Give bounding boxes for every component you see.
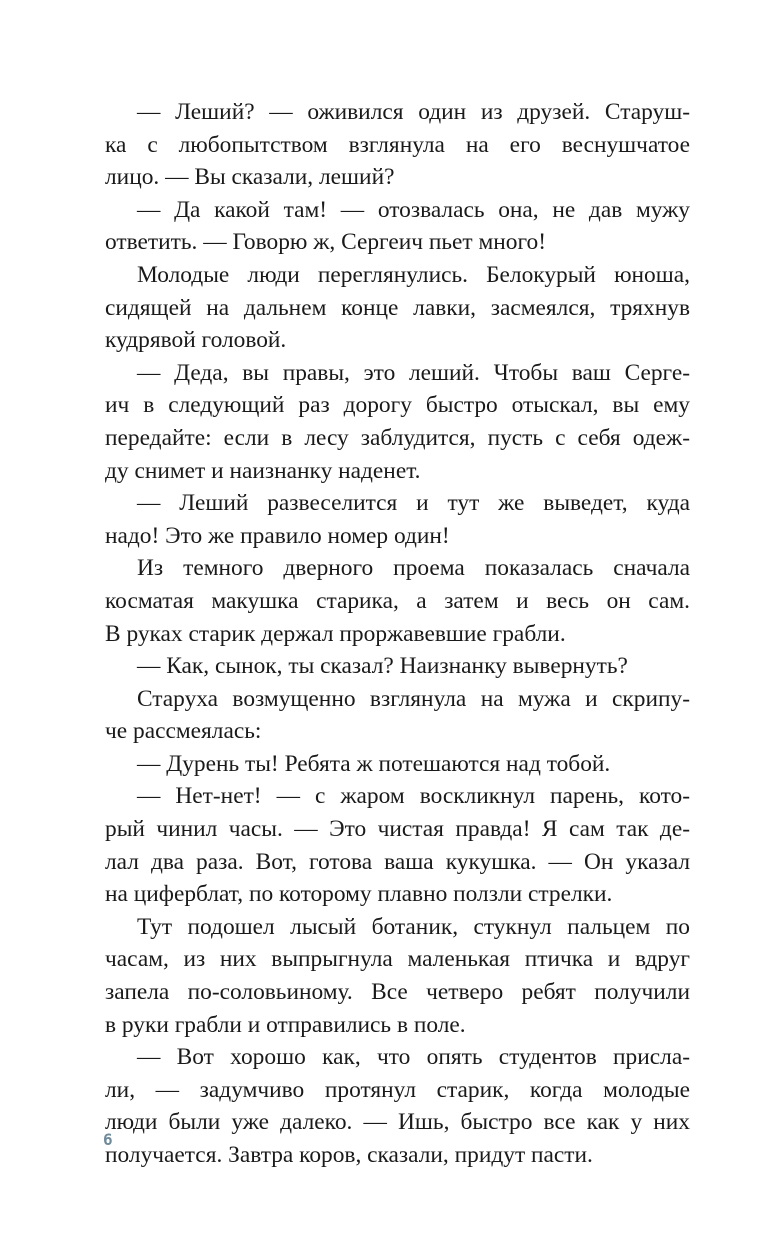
- text-line: В руках старик держал проржавевшие грабли.: [105, 620, 566, 647]
- text-line: ка с любопытством взглянула на его веснушчатое: [105, 131, 690, 158]
- text-line: — Вот хорошо как, что опять студентов присла-: [137, 1044, 690, 1071]
- text-line: получается. Завтра коров, сказали, придут пасти.: [105, 1142, 593, 1168]
- text-line: ич в следующий раз дорогу быстро отыскал, вы ему: [105, 392, 690, 419]
- text-line: ду снимет и наизнанку наденет.: [105, 457, 421, 484]
- text-line: в руки грабли и отправились в поле.: [105, 1011, 466, 1038]
- text-line: ответить. — Говорю ж, Сергеич пьет много!: [105, 229, 546, 256]
- text-line: Молодые люди переглянулись. Белокурый юноша,: [137, 261, 690, 288]
- text-line: — Нет-нет! — с жаром воскликнул парень, кото-: [137, 783, 690, 810]
- paragraph: [105, 487, 690, 552]
- text-line: Тут подошел лысый ботаник, стукнул пальцем по: [137, 913, 690, 940]
- text-line: надо! Это же правило номер один!: [105, 522, 450, 549]
- text-line: — Как, сынок, ты сказал? Наизнанку вывернуть?: [137, 653, 628, 680]
- paragraph: [105, 650, 690, 683]
- paragraph: [105, 194, 690, 259]
- paragraph: [105, 96, 690, 194]
- body-text: [105, 96, 690, 1172]
- text-line: косматая макушка старика, а затем и весь он сам.: [105, 587, 690, 614]
- page-number: 6: [103, 1130, 113, 1149]
- paragraph: [105, 357, 690, 487]
- text-line: люди были уже далеко. — Ишь, быстро все как у них: [105, 1109, 690, 1136]
- text-line: — Да какой там! — отозвалась она, не дав мужу: [137, 196, 690, 223]
- text-line: часам, из них выпрыгнула маленькая птичка и вдруг: [105, 946, 690, 973]
- paragraph: [105, 552, 690, 650]
- text-line: — Дурень ты! Ребята ж потешаются над тобой.: [137, 750, 611, 777]
- text-line: кудрявой головой.: [105, 327, 287, 354]
- text-line: — Деда, вы правы, это леший. Чтобы ваш Серге-: [137, 359, 690, 386]
- paragraph: [105, 911, 690, 1041]
- text-line: лал два раза. Вот, готова ваша кукушка. — Он указал: [105, 848, 690, 875]
- text-line: Из темного дверного проема показалась сначала: [137, 555, 690, 582]
- paragraph: [105, 1041, 690, 1171]
- text-line: запела по-соловьиному. Все четверо ребят получили: [105, 979, 690, 1006]
- paragraph: [105, 748, 690, 781]
- text-line: передайте: если в лесу заблудится, пусть с себя одеж-: [105, 424, 690, 451]
- text-line: рый чинил часы. — Это чистая правда! Я сам так де-: [105, 816, 690, 843]
- paragraph: [105, 780, 690, 910]
- text-line: лицо. — Вы сказали, леший?: [105, 164, 395, 191]
- text-line: че рассмеялась:: [105, 718, 262, 745]
- text-line: — Леший? — оживился один из друзей. Старуш-: [137, 99, 690, 125]
- text-line: сидящей на дальнем конце лавки, засмеялся, тряхнув: [105, 294, 690, 321]
- text-line: Старуха возмущенно взглянула на мужа и скрипу-: [137, 685, 690, 712]
- text-line: на циферблат, по которому плавно ползли стрелки.: [105, 881, 613, 908]
- text-line: ли, — задумчиво протянул старик, когда молодые: [105, 1076, 690, 1103]
- paragraph: [105, 259, 690, 357]
- text-line: — Леший развеселится и тут же выведет, куда: [137, 490, 690, 517]
- paragraph: [105, 683, 690, 748]
